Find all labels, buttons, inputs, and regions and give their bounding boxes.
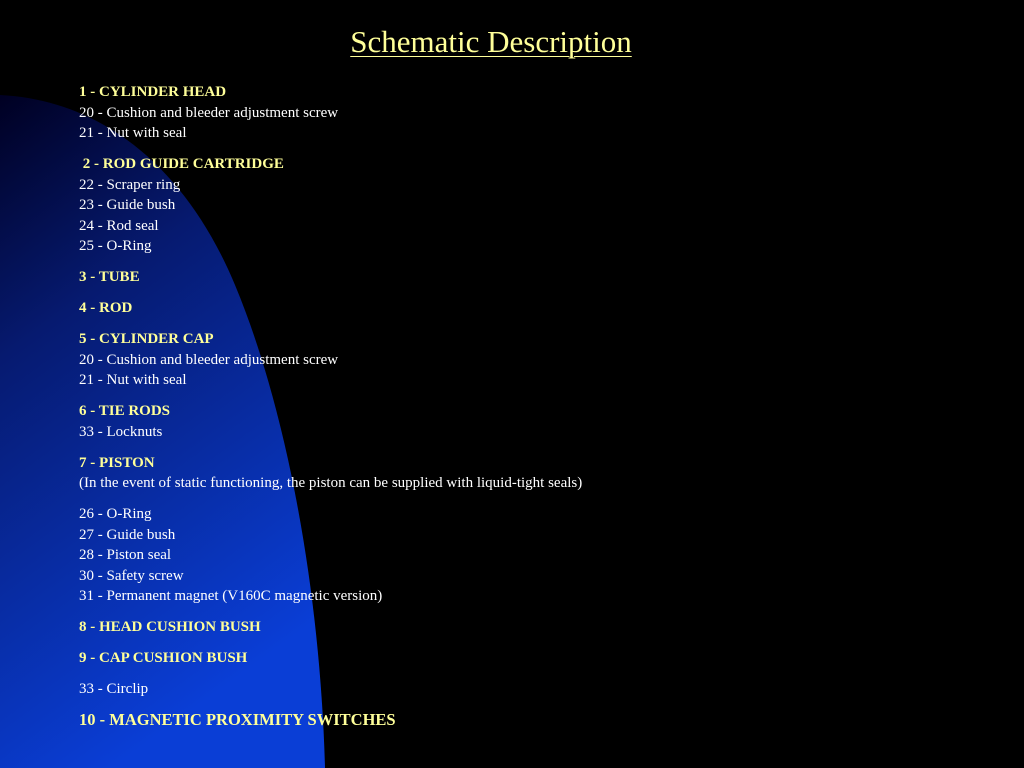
part-item: 30 - Safety screw	[79, 567, 184, 584]
part-item: 28 - Piston seal	[79, 547, 172, 563]
part-heading: 3 - TUBE	[79, 269, 140, 285]
part-group	[79, 329, 979, 391]
part-item: 26 - O-Ring	[79, 506, 152, 522]
part-item: 20 - Cushion and bleeder adjustment screw	[79, 351, 339, 368]
part-group	[79, 710, 979, 731]
part-item: 25 - O-Ring	[79, 238, 152, 254]
part-item: 20 - Cushion and bleeder adjustment screw	[79, 104, 339, 121]
part-heading: 1 - CYLINDER HEAD	[79, 84, 227, 100]
part-group	[79, 401, 979, 442]
part-item: 22 - Scraper ring	[79, 176, 181, 193]
part-item: 27 - Guide bush	[79, 526, 176, 543]
part-group	[79, 617, 979, 638]
part-heading: 5 - CYLINDER CAP	[79, 331, 214, 347]
part-heading: 6 - TIE RODS	[79, 403, 170, 419]
parts-list	[79, 82, 979, 741]
part-item: 24 - Rod seal	[79, 217, 159, 234]
part-item: 21 - Nut with seal	[79, 125, 187, 141]
part-group	[79, 82, 979, 144]
part-heading: 10 - MAGNETIC PROXIMITY SWITCHES	[79, 710, 396, 729]
part-item: 21 - Nut with seal	[79, 372, 187, 388]
part-item: 33 - Circlip	[79, 681, 149, 697]
part-group	[79, 679, 979, 700]
part-heading: 9 - CAP CUSHION BUSH	[79, 650, 248, 666]
part-item: 23 - Guide bush	[79, 197, 176, 213]
part-heading: 2 - ROD GUIDE CARTRIDGE	[79, 156, 284, 172]
part-group	[79, 298, 979, 319]
part-heading: 7 - PISTON	[79, 454, 155, 471]
part-item: 31 - Permanent magnet (V160C magnetic version)	[79, 588, 383, 604]
slide-title: Schematic Description	[350, 24, 632, 59]
part-item: 33 - Locknuts	[79, 423, 163, 440]
part-item: (In the event of static functioning, the piston can be supplied with liquid-tight seals)	[79, 475, 583, 491]
part-group	[79, 154, 979, 257]
part-group	[79, 504, 979, 607]
part-heading: 4 - ROD	[79, 300, 133, 316]
part-group	[79, 453, 979, 494]
part-group	[79, 648, 979, 669]
part-heading: 8 - HEAD CUSHION BUSH	[79, 619, 261, 635]
part-group	[79, 267, 979, 288]
